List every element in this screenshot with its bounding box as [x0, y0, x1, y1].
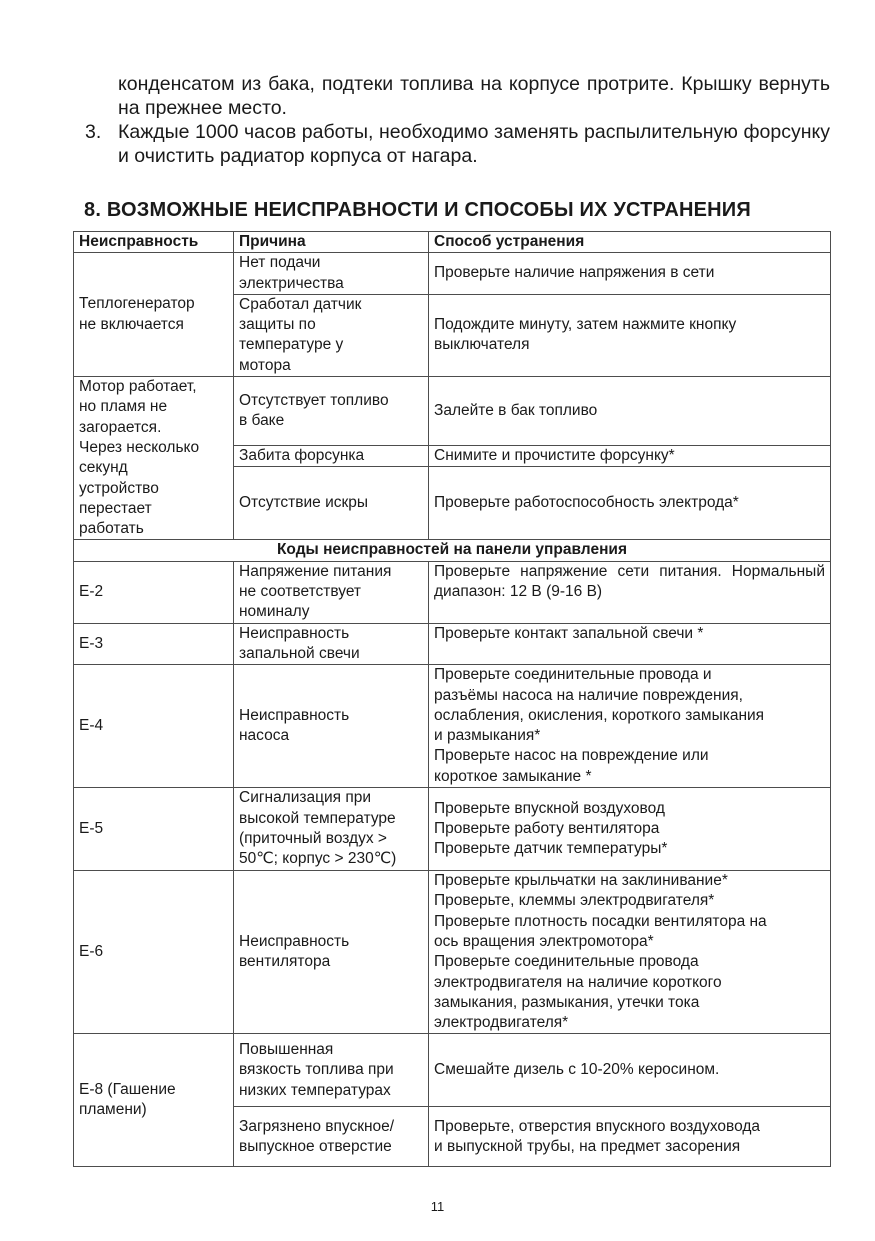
remedy-cell: Проверьте крыльчатки на заклинивание* Проверьте, клеммы электродвигателя* Проверьте плотность посадки вентилятора на ось вращения электромотора* Проверьте соединительные провода электродвигателя на наличие короткого замыкания, размыкания, утечки тока электродвигателя*: [429, 871, 831, 1034]
remedy-cell: Проверьте наличие напряжения в сети: [429, 253, 831, 295]
cause-cell: Сработал датчик защиты по температуре у мотора: [234, 294, 429, 376]
cause-cell: Неисправность вентилятора: [234, 871, 429, 1034]
faults-table: [73, 231, 831, 1167]
fault-cell: Мотор работает, но пламя не загорается. Через несколько секунд устройство перестает работать: [74, 377, 234, 540]
table-row: [74, 665, 831, 788]
page-number: 11: [430, 1199, 445, 1214]
remedy-cell: Проверьте контакт запальной свечи *: [429, 623, 831, 665]
table-row: [74, 1034, 831, 1107]
remedy-cell: Смешайте дизель с 10-20% керосином.: [429, 1034, 831, 1107]
cause-cell: Сигнализация при высокой температуре (приточный воздух > 50℃; корпус > 230℃): [234, 788, 429, 871]
table-row: [74, 788, 831, 871]
table-row: [74, 561, 831, 623]
code-cell: Е-6: [74, 871, 234, 1034]
remedy-cell: Подождите минуту, затем нажмите кнопку выключателя: [429, 294, 831, 376]
codes-subheader-row: [74, 540, 831, 561]
table-header-row: [74, 232, 831, 253]
section-title: 8. ВОЗМОЖНЫЕ НЕИСПРАВНОСТИ И СПОСОБЫ ИХ УСТРАНЕНИЯ: [84, 199, 751, 221]
remedy-cell: Залейте в бак топливо: [429, 377, 831, 446]
cause-cell: Отсутствует топливо в баке: [234, 377, 429, 446]
table-row: [74, 253, 831, 295]
cause-cell: Неисправность насоса: [234, 665, 429, 788]
list-item-text: Каждые 1000 часов работы, необходимо заменять распылительную форсунку и очистить радиатор корпуса от нагара.: [118, 121, 830, 167]
remedy-cell: Проверьте, отверстия впускного воздуховода и выпускной трубы, на предмет засорения: [429, 1107, 831, 1167]
cause-cell: Загрязнено впускное/ выпускное отверстие: [234, 1107, 429, 1167]
code-cell: Е-2: [74, 561, 234, 623]
header-remedy: Способ устранения: [429, 232, 831, 253]
list-item-number: 3.: [85, 121, 102, 143]
table-row: [74, 871, 831, 1034]
intro-continuation: конденсатом из бака, подтеки топлива на корпусе протрите. Крышку вернуть на прежнее место.: [118, 73, 830, 119]
remedy-cell: Проверьте впускной воздуховод Проверьте работу вентилятора Проверьте датчик температуры*: [429, 788, 831, 871]
remedy-cell: Снимите и прочистите форсунку*: [429, 446, 831, 467]
table-row: [74, 623, 831, 665]
cause-cell: Забита форсунка: [234, 446, 429, 467]
code-cell: Е-8 (Гашение пламени): [74, 1034, 234, 1167]
cause-cell: Нет подачи электричества: [234, 253, 429, 295]
code-cell: Е-4: [74, 665, 234, 788]
code-cell: Е-5: [74, 788, 234, 871]
codes-subheader: Коды неисправностей на панели управления: [74, 540, 831, 561]
intro-text: [85, 72, 830, 168]
cause-cell: Повышенная вязкость топлива при низких температурах: [234, 1034, 429, 1107]
header-fault: Неисправность: [74, 232, 234, 253]
fault-cell: Теплогенератор не включается: [74, 253, 234, 377]
list-item-3: [85, 120, 830, 168]
cause-cell: Отсутствие искры: [234, 467, 429, 540]
cause-cell: Неисправность запальной свечи: [234, 623, 429, 665]
remedy-cell: Проверьте соединительные провода и разъёмы насоса на наличие повреждения, ослабления, окисления, короткого замыкания и размыкания* Проверьте насос на повреждение или короткое замыкание *: [429, 665, 831, 788]
header-cause: Причина: [234, 232, 429, 253]
code-cell: Е-3: [74, 623, 234, 665]
cause-cell: Напряжение питания не соответствует номиналу: [234, 561, 429, 623]
remedy-cell: Проверьте работоспособность электрода*: [429, 467, 831, 540]
table-row: [74, 377, 831, 446]
remedy-cell: Проверьте напряжение сети питания. Нормальный диапазон: 12 В (9-16 В): [429, 561, 831, 623]
